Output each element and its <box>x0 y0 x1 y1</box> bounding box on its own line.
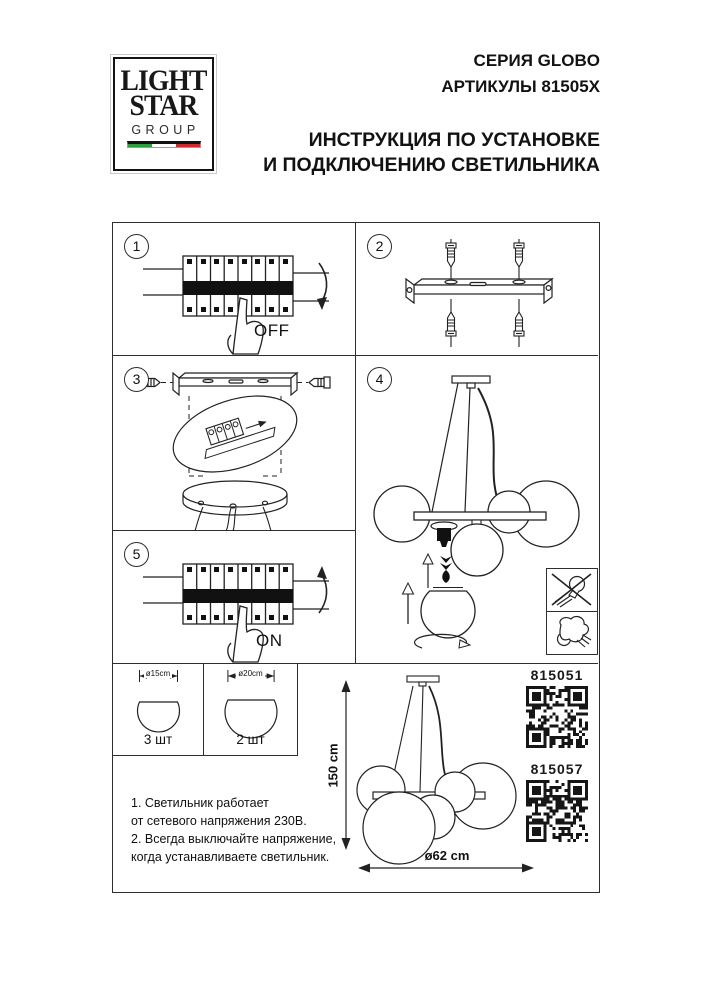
arrow-down <box>319 263 327 301</box>
article-number: 815057 <box>530 761 584 777</box>
product-815051 <box>524 667 590 748</box>
step-2-number: 2 <box>367 234 392 259</box>
on-label: ON <box>256 631 283 650</box>
mounting-bracket-diagram <box>356 223 598 356</box>
globe-small-diameter: ø15cm <box>145 669 171 678</box>
header-titles <box>263 48 600 179</box>
qr-code <box>526 780 588 842</box>
articles-title: АРТИКУЛЫ 81505X <box>441 77 600 97</box>
insert-bulb-arrows <box>423 554 452 588</box>
breaker-on-diagram <box>113 531 356 664</box>
warning-no-bare-hands <box>546 568 598 612</box>
note-line: 2. Всегда выключайте напряжение, <box>131 832 337 846</box>
step-4-number: 4 <box>367 367 392 392</box>
qr-code <box>526 686 588 748</box>
globe-small-box <box>113 664 204 756</box>
logo-light: LIGHT <box>120 64 207 97</box>
instruction-title-line1: ИНСТРУКЦИЯ ПО УСТАНОВКЕ <box>308 128 600 151</box>
breaker-off-diagram <box>113 223 356 356</box>
article-number: 815051 <box>530 667 584 683</box>
italian-flag-stripe <box>127 141 201 148</box>
note-line: 1. Светильник работает <box>131 796 269 810</box>
step-3-number: 3 <box>124 367 149 392</box>
lightstar-logo <box>113 57 214 171</box>
canopy-wiring-diagram <box>113 356 356 531</box>
logo-star: STAR <box>129 88 198 122</box>
flag-white <box>152 144 176 147</box>
step-3-panel <box>113 356 356 531</box>
step-2-panel <box>356 223 598 356</box>
instruction-title-line2: И ПОДКЛЮЧЕНИЮ СВЕТИЛЬНИКА <box>263 154 600 177</box>
note-line: когда устанавливаете светильник. <box>131 850 330 864</box>
step-4-panel <box>356 356 598 664</box>
flag-green <box>128 144 152 147</box>
specs-section <box>113 664 598 891</box>
width-dimension-label: ø62 cm <box>424 848 470 863</box>
warning-use-cloth <box>546 611 598 655</box>
product-815057 <box>524 761 590 842</box>
step-1-panel <box>113 223 356 356</box>
globe-large-count: 2 шт <box>236 732 265 747</box>
step-5-number: 5 <box>124 542 149 567</box>
off-label: OFF <box>254 321 290 340</box>
step-1-number: 1 <box>124 234 149 259</box>
globe-large-box <box>204 664 298 756</box>
height-dimension-label: 150 cm <box>325 743 341 788</box>
logo-group: GROUP <box>131 123 200 138</box>
globe-large-diameter: ø20cm <box>238 669 263 678</box>
instruction-title <box>263 128 600 179</box>
series-title: СЕРИЯ GLOBO <box>473 51 600 70</box>
flag-red <box>176 144 200 147</box>
instruction-grid <box>112 222 600 893</box>
globe-small-count: 3 шт <box>143 732 173 747</box>
note-line: от сетевого напряжения 230В. <box>131 814 307 828</box>
step-5-panel <box>113 531 356 664</box>
